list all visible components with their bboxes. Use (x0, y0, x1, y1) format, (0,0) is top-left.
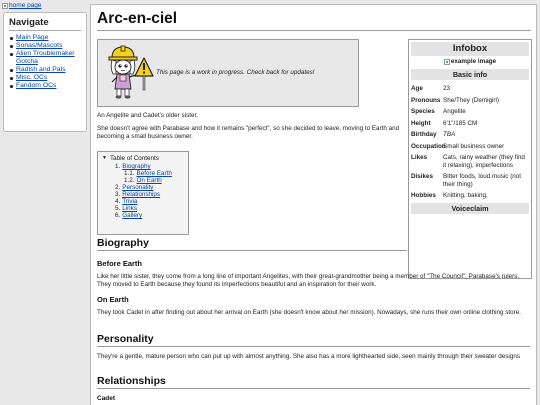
home-page-link[interactable] (2, 2, 42, 9)
relationship-cadet-heading: Cadet (97, 395, 116, 402)
section-heading-personality: Personality (97, 333, 530, 347)
toc-link-biography[interactable]: Biography (122, 163, 151, 170)
navigation-list (9, 34, 81, 90)
toc-item (102, 191, 184, 198)
section-heading-biography: Biography (97, 237, 407, 251)
toc-number: 1.1. (124, 170, 135, 177)
nav-item-sonas-mascots (9, 42, 81, 50)
toc-item (102, 170, 184, 177)
toc-title: Table of Contents (109, 155, 159, 162)
nav-item-radish-and-pals (9, 66, 81, 74)
intro-paragraph: An Angelite and Cadet's older sister. (97, 112, 198, 119)
before-earth-paragraph: Like her little sister, they come from a long line of important Angelites, with their great-grandmother being a member of "The Council", Parabase's rulers. They moved to Earth because they found its imperfections beautiful and an inspiration for their work. (97, 273, 520, 288)
infobox-row-species (411, 106, 529, 118)
infobox-value: She/They (Demigirl) (443, 96, 499, 104)
personality-paragraph: They're a gentle, mature person who can put up with almost anything. She also has a more lighthearted side, seen mainly through their sweater designs (97, 353, 520, 360)
infobox-value: Knitting, baking, (443, 192, 488, 199)
infobox-rows (411, 83, 529, 202)
home-page-label: home page (9, 2, 42, 9)
infobox-key: Hobbies (411, 192, 436, 199)
toc-link-before-earth[interactable]: Before Earth (136, 170, 172, 177)
navigation-box (3, 12, 87, 132)
nav-link-sonas-mascots[interactable]: Sonas/Mascots (16, 42, 63, 49)
toc-number: 4. (115, 198, 121, 205)
infobox-row-hobbies (411, 190, 529, 202)
work-in-progress-text: This page is a work in progress. Check back for updates! (156, 69, 315, 76)
infobox (408, 39, 532, 279)
toc-item (102, 198, 184, 205)
infobox-value: Bitter foods, loud music (not their thing) (443, 173, 522, 188)
infobox-row-birthday (411, 129, 529, 141)
nav-link-radish-and-pals[interactable]: Radish and Pals (16, 66, 66, 73)
toc-link-links[interactable]: Links (122, 205, 137, 212)
infobox-value: 23 (443, 85, 451, 92)
nav-item-fandom-ocs (9, 82, 81, 90)
subsection-heading-on-earth: On Earth (97, 295, 129, 304)
toc-link-relationships[interactable]: Relationships (122, 191, 161, 198)
table-of-contents (97, 151, 189, 235)
navigation-title: Navigate (9, 17, 81, 31)
broken-image-icon (2, 3, 8, 9)
toc-item (102, 177, 184, 184)
infobox-row-height (411, 118, 529, 130)
toc-number: 1.2. (124, 177, 135, 184)
infobox-row-dislikes (411, 171, 529, 190)
nav-link-alien-troublemaker-gotcha[interactable]: Alien Troublemaker Gotcha (16, 50, 75, 65)
toc-number: 5. (115, 205, 121, 212)
infobox-title: Infobox (411, 42, 529, 56)
toc-item (102, 205, 184, 212)
infobox-key: Birthday (411, 131, 437, 138)
infobox-row-occupation (411, 141, 529, 153)
nav-item-alien-troublemaker-gotcha (9, 50, 81, 66)
infobox-value: Cats, rainy weather (they find it relaxing), imperfections (443, 154, 525, 169)
infobox-section-header: Basic info (411, 69, 529, 80)
toc-item (102, 163, 184, 170)
infobox-value: 6'1"/185 CM (443, 119, 478, 127)
on-earth-paragraph: They took Cadet in after finding out about her arrival on Earth (she doesn't know about her mission). Nowadays, she runs their own online clothing store. (97, 309, 522, 316)
construction-mascot-icon (106, 44, 154, 102)
nav-link-misc-ocs[interactable]: Misc. OCs (16, 74, 48, 81)
infobox-voiceclaim-header: Voiceclaim (411, 203, 529, 214)
infobox-key: Species (411, 108, 435, 115)
infobox-value: Angelite (443, 108, 466, 115)
infobox-key: Age (411, 85, 423, 92)
section-heading-relationships: Relationships (97, 375, 530, 389)
toc-number: 6. (115, 212, 121, 219)
broken-image-icon (444, 59, 450, 65)
caret-down-icon: ▼ (102, 155, 107, 161)
intro-paragraph: She doesn't agree with Parabase and how it remains "perfect", so she decided to leave, moving to Earth and becoming a small business owner. (97, 125, 400, 140)
main-content (90, 4, 537, 405)
infobox-key: Disikes (411, 173, 434, 180)
infobox-value: Small business owner (443, 142, 505, 150)
toc-link-trivia[interactable]: Trivia (122, 198, 138, 205)
nav-item-misc-ocs (9, 74, 81, 82)
infobox-key: Likes (411, 154, 428, 161)
toc-item (102, 212, 184, 219)
toc-number: 3. (115, 191, 121, 198)
toc-item (102, 184, 184, 191)
infobox-image-alt: example image (450, 58, 497, 65)
toc-link-personality[interactable]: Personality (122, 184, 154, 191)
page-title: Arc-en-ciel (97, 10, 531, 31)
infobox-key: Occupation (411, 142, 446, 150)
infobox-row-likes (411, 152, 529, 171)
infobox-row-age (411, 83, 529, 95)
infobox-key: Pronouns (411, 96, 441, 104)
toc-link-on-earth[interactable]: On Earth (136, 177, 162, 184)
work-in-progress-notice (97, 39, 359, 107)
toc-number: 1. (115, 163, 121, 170)
toc-list (102, 163, 184, 219)
subsection-heading-before-earth: Before Earth (97, 259, 143, 268)
infobox-value: TBA (443, 131, 456, 138)
infobox-key: Height (411, 119, 431, 127)
nav-link-fandom-ocs[interactable]: Fandom OCs (16, 82, 57, 89)
infobox-image (411, 56, 529, 68)
toc-number: 2. (115, 184, 121, 191)
toc-toggle[interactable] (102, 155, 184, 162)
nav-item-main-page (9, 34, 81, 42)
toc-link-gallery[interactable]: Gallery (122, 212, 143, 219)
nav-link-main-page[interactable]: Main Page (16, 34, 49, 41)
infobox-row-pronouns (411, 95, 529, 107)
